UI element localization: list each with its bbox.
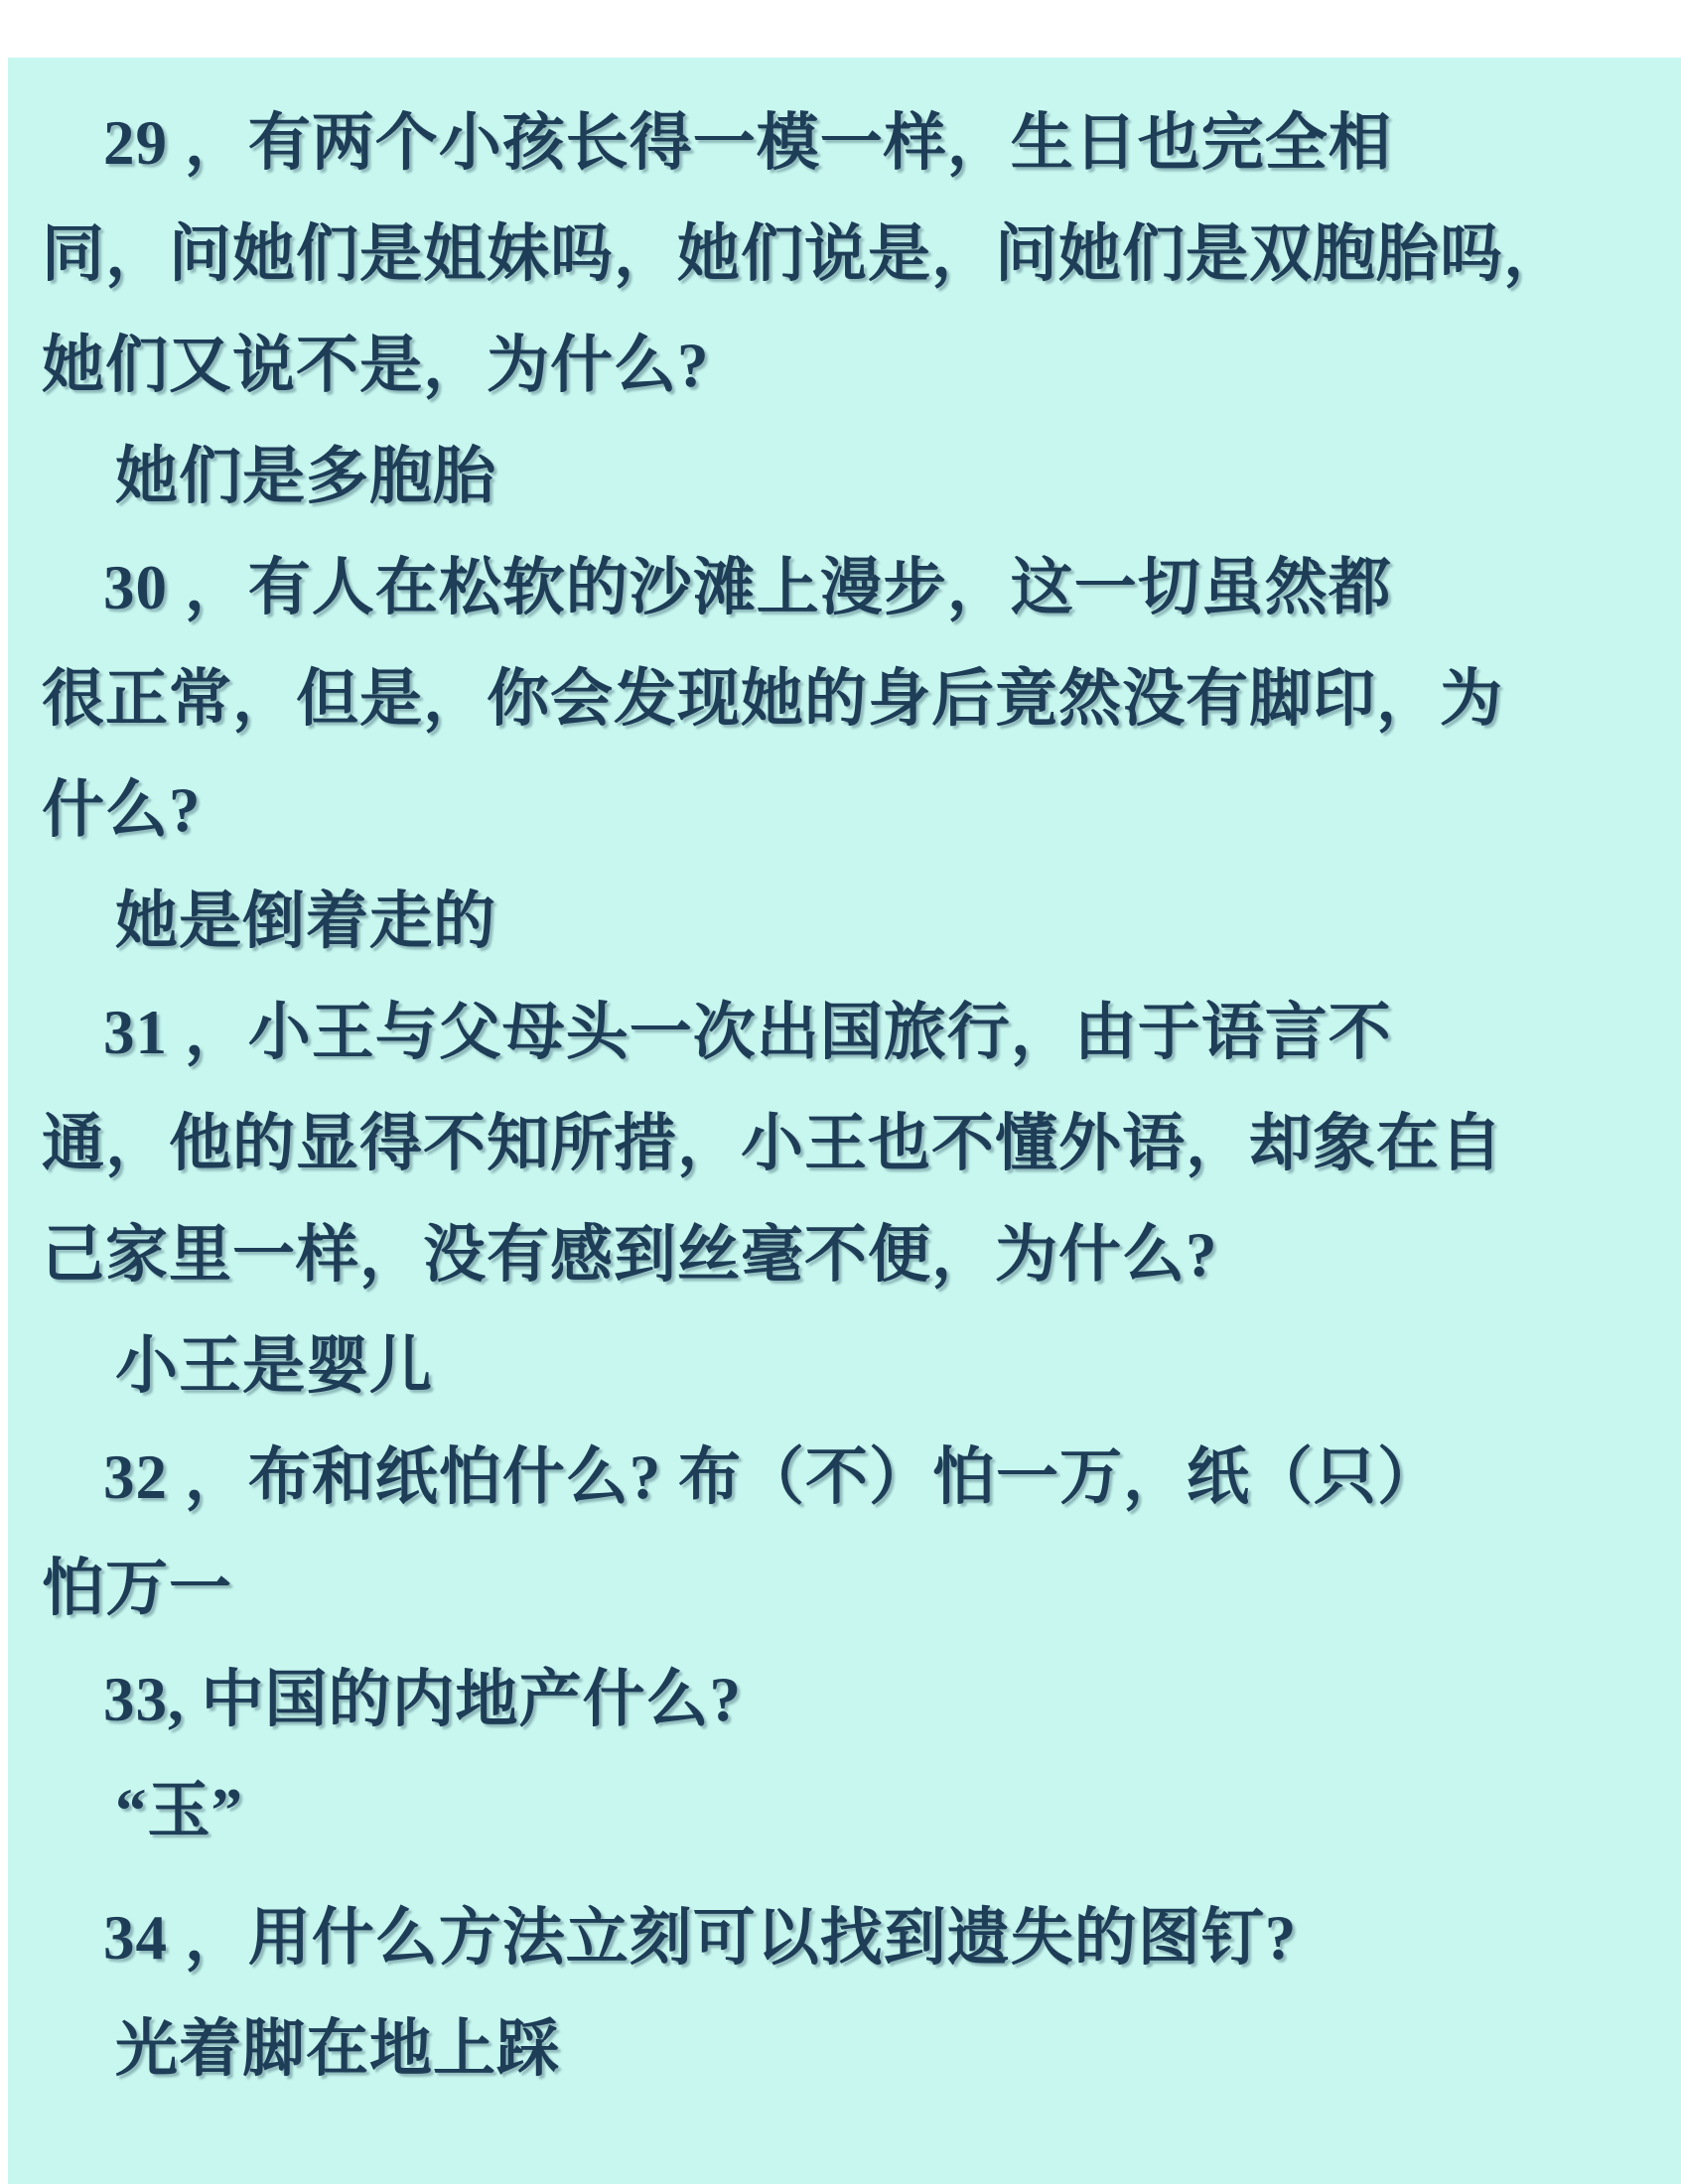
question-31-line-1: 31 ，小王与父母头一次出国旅行，由于语言不 — [103, 998, 1392, 1067]
question-32-line-2: 怕万一 — [42, 1554, 232, 1623]
answer-34: 光着脚在地上踩 — [115, 2014, 560, 2084]
answer-31: 小王是婴儿 — [115, 1331, 433, 1401]
question-30-line-3: 什么? — [42, 775, 202, 845]
answer-29: 她们是多胞胎 — [115, 442, 496, 511]
riddle-text-block — [8, 58, 1681, 2105]
question-33: 33, 中国的内地产什么? — [103, 1665, 742, 1734]
question-30-line-2: 很正常，但是，你会发现她的身后竟然没有脚印，为 — [42, 664, 1503, 734]
question-31-line-2: 通，他的显得不知所措，小王也不懂外语，却象在自 — [42, 1109, 1503, 1178]
question-29-line-1: 29 ，有两个小孩长得一模一样，生日也完全相 — [103, 108, 1392, 178]
question-29-line-3: 她们又说不是，为什么? — [42, 331, 710, 400]
question-29-line-2: 同，问她们是姐妹吗，她们说是，问她们是双胞胎吗， — [42, 219, 1567, 289]
question-34: 34 ，用什么方法立刻可以找到遗失的图钉? — [103, 1903, 1298, 1973]
question-32-line-1: 32 ，布和纸怕什么? 布（不）怕一万，纸（只） — [103, 1442, 1441, 1512]
answer-33: “玉” — [115, 1776, 243, 1845]
document-page — [8, 58, 1681, 2184]
question-30-line-1: 30 ，有人在松软的沙滩上漫步，这一切虽然都 — [103, 553, 1392, 622]
answer-30: 她是倒着走的 — [115, 887, 496, 956]
question-31-line-3: 己家里一样，没有感到丝毫不便，为什么? — [42, 1220, 1218, 1290]
